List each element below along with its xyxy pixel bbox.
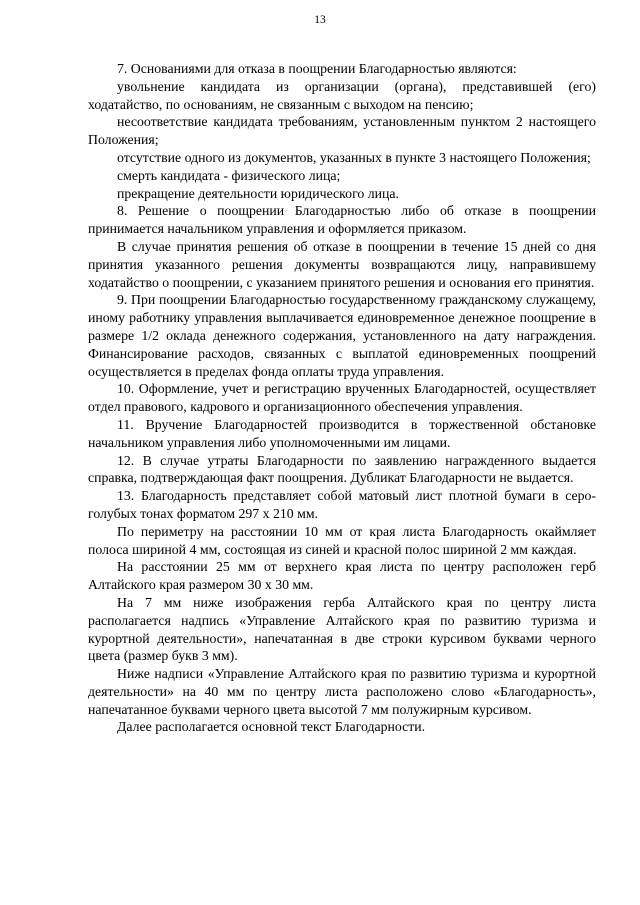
paragraph-7-item-termination: прекращение деятельности юридического лица. <box>117 185 399 201</box>
paragraph-7-item-dismissal: увольнение кандидата из организации (органа), представившей (его) ходатайство, по основаниям, не связанным с выходом на пенсию; <box>88 78 596 112</box>
paragraph-13-inscription: На 7 мм ниже изображения герба Алтайского края по центру листа располагается надпись «Управление Алтайского края по развитию туризма и курортной деятельности», напечатанная в две строки курсивом буквами черного цвета (размер букв 3 мм). <box>88 594 596 664</box>
page-number: 13 <box>314 14 326 26</box>
paragraph-7-item-missing-document: отсутствие одного из документов, указанных в пункте 3 настоящего Положения; <box>117 149 591 165</box>
paragraph-13-main-text: Далее располагается основной текст Благодарности. <box>117 719 426 735</box>
paragraph-9: 9. При поощрении Благодарностью государственному гражданскому служащему, иному работнику управления выплачивается единовременное денежное поощрение в размере 1/2 оклада денежного содержания, установленного на дату награждения. Финансирование расходов, связанных с выплатой единовременных поощрений осуществляется в пределах фонда оплаты труда управления. <box>88 292 596 379</box>
paragraph-7-item-death: смерть кандидата - физического лица; <box>117 167 341 183</box>
paragraph-13-word: Ниже надписи «Управление Алтайского края по развитию туризма и курортной деятельности» на 40 мм по центру листа расположено слово «Благодарность», напечатанное буквами черного цвета высотой 7 мм полужирным курсивом. <box>88 666 596 717</box>
paragraph-13-emblem: На расстоянии 25 мм от верхнего края листа по центру расположен герб Алтайского края размером 30 x 30 мм. <box>88 559 596 593</box>
paragraph-13: 13. Благодарность представляет собой матовый лист плотной бумаги в серо-голубых тонах форматом 297 x 210 мм. <box>88 488 596 521</box>
paragraph-7-item-nonconformity: несоответствие кандидата требованиям, установленным пунктом 2 настоящего Положения; <box>88 114 596 148</box>
paragraph-7-intro: 7. Основаниями для отказа в поощрении Благодарностью являются: <box>117 61 517 76</box>
paragraph-12: 12. В случае утраты Благодарности по заявлению награжденного выдается справка, подтверждающая факт поощрения. Дубликат Благодарности не выдается. <box>88 452 596 486</box>
paragraph-13-border: По периметру на расстоянии 10 мм от края листа Благодарность окаймляет полоса шириной 4 мм, состоящая из синей и красной полос шириной 2 мм каждая. <box>88 523 596 557</box>
paragraph-8: 8. Решение о поощрении Благодарностью либо об отказе в поощрении принимается начальником управления и оформляется приказом. <box>88 203 596 237</box>
paragraph-8-refusal: В случае принятия решения об отказе в поощрении в течение 15 дней со дня принятия указанного решения документы возвращаются лицу, направившему ходатайство о поощрении, с указанием принятого решения и основания его принятия. <box>88 238 596 290</box>
paragraph-11: 11. Вручение Благодарностей производится в торжественной обстановке начальником управления либо уполномоченными им лицами. <box>88 416 596 450</box>
paragraph-10: 10. Оформление, учет и регистрацию врученных Благодарностей, осуществляет отдел правового, кадрового и организационного обеспечения управления. <box>88 381 596 415</box>
document-body <box>88 60 596 736</box>
